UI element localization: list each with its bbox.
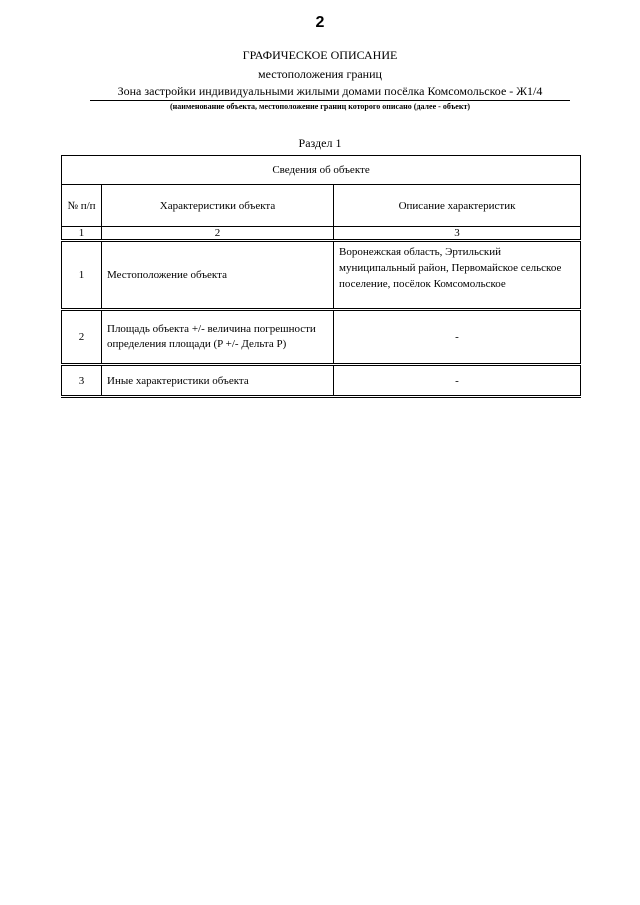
column-header-characteristic: Характеристики объекта [102, 185, 334, 227]
row-characteristic: Площадь объекта +/- величина погрешности определения площади (P +/- Дельта P) [102, 310, 334, 365]
row-characteristic: Иные характеристики объекта [102, 365, 334, 397]
section-label: Раздел 1 [298, 136, 342, 150]
row-characteristic: Местоположение объекта [102, 241, 334, 310]
row-description: - [334, 310, 581, 365]
object-name: Зона застройки индивидуальными жилыми домами посёлка Комсомольское - Ж1/4 [90, 84, 570, 101]
table-header-row [62, 185, 581, 227]
table-row [62, 365, 581, 397]
object-info-table [61, 155, 581, 398]
page-number: 2 [315, 14, 325, 31]
row-description: Воронежская область, Эртильский муниципальный район, Первомайское сельское поселение, посёлок Комсомольское [334, 241, 581, 310]
table-row [62, 241, 581, 310]
column-number: 1 [62, 227, 102, 241]
column-header-description: Описание характеристик [334, 185, 581, 227]
row-description: - [334, 365, 581, 397]
row-number: 1 [62, 241, 102, 310]
document-title: ГРАФИЧЕСКОЕ ОПИСАНИЕ [242, 48, 398, 62]
column-header-number: № п/п [62, 185, 102, 227]
table-title-row [62, 156, 581, 185]
document-subtitle: местоположения границ [258, 67, 382, 81]
table-title: Сведения об объекте [62, 156, 581, 185]
column-number: 3 [334, 227, 581, 241]
column-number: 2 [102, 227, 334, 241]
object-caption: (наименование объекта, местоположение границ которого описано (далее - объект) [169, 102, 471, 111]
column-numbers-row [62, 227, 581, 241]
table-row [62, 310, 581, 365]
row-number: 2 [62, 310, 102, 365]
row-number: 3 [62, 365, 102, 397]
